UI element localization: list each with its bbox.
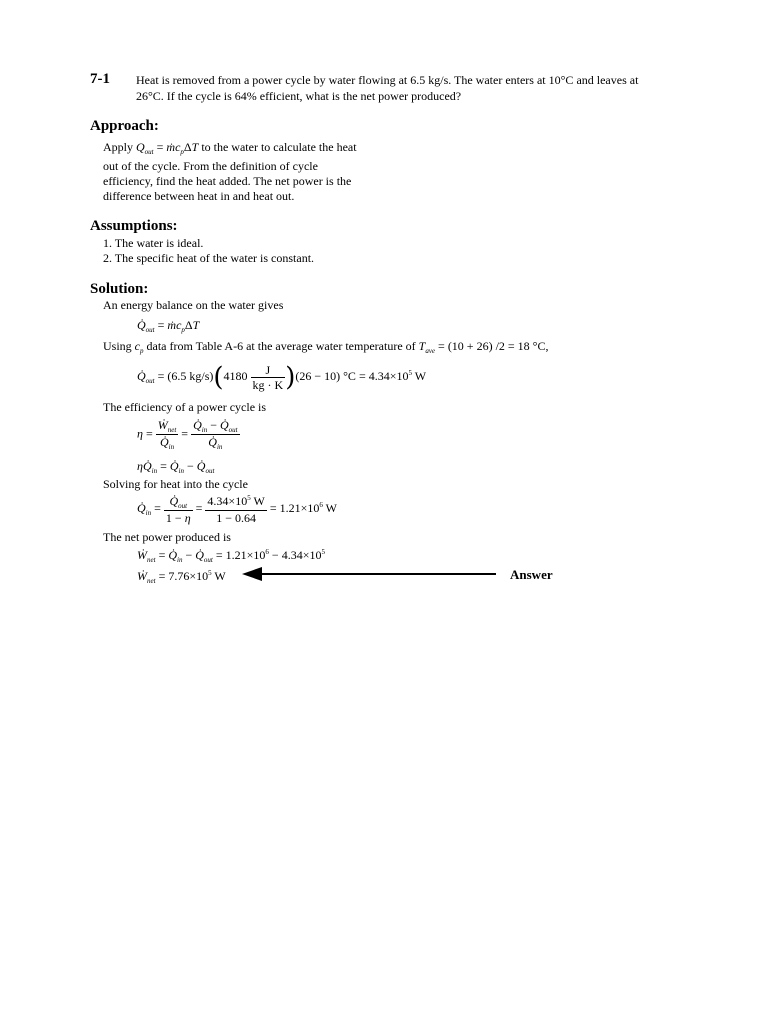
qout-unit-fraction: $\frac{J}{kg \cdot K}$ xyxy=(252,362,284,392)
problem-statement-line1: Heat is removed from a power cycle by water flowing at 6.5 kg/s. The water enters at 10°C and leaves at xyxy=(136,73,639,87)
tave-expression: $T_{ave} = (10 + 26) /2 = 18$ °C, xyxy=(418,339,549,355)
problem-number: 7-1 xyxy=(90,71,110,87)
qout-4180: 4180 xyxy=(223,369,248,383)
approach-line-1: out of the cycle. From the definition of cycle xyxy=(103,159,318,173)
wnet-line-2: Ẇ$_{net}$ = $7.76\times 10^5$ W xyxy=(137,569,226,585)
assumption-item-1: 1. The water is ideal. xyxy=(103,236,204,250)
assumptions-heading: Assumptions: xyxy=(90,218,178,234)
wnet-line-1: Ẇ$_{net}$ = $Q̇_{in}$ − $Q̇_{out} = 1.21\times 10^6 - 4.34\times 10^5$ xyxy=(137,548,325,564)
efficiency-equation: η = $\frac{Ẇ_{net}}{Q̇_{in}}$ = $\frac{Q̇_{in} - Q̇_{out}}{Q̇_{in}}$ xyxy=(137,418,238,451)
qout-calculation: $Q̇_{out} = (6.5$ kg/s)(4180 $\frac{J}{kg \cdot K}$ )(26 − 10) $^\circ C = 4.34\times 10^5$ W xyxy=(137,362,427,393)
solving-text: Solving for heat into the cycle xyxy=(103,477,248,491)
qout-calc-right: (26 − 10) °C = 4.34×10 xyxy=(295,369,409,383)
answer-arrow xyxy=(240,566,500,582)
approach-formula: $Q_{out}$ = ṁc$_p$ΔT xyxy=(136,140,199,156)
qout-calc-left: = (6.5 kg/s) xyxy=(157,369,214,383)
approach-apply-line xyxy=(103,140,357,156)
assumption-item-2: 2. The specific heat of the water is constant. xyxy=(103,251,315,265)
solution-heading: Solution: xyxy=(90,281,149,297)
efficiency-rearranged: $\eta Q̇_{in}$ = $Q̇_{in}$ − $Q̇_{out}$ xyxy=(137,459,215,475)
qin-equation: $Q̇_{in}$ = $\frac{Q̇_{out}}{1 - \eta}$ = $\frac{4.34\times 10^5 W}{1 - 0.64}$ = $1.21\times 10^6$ W xyxy=(137,493,337,525)
approach-line-3: difference between heat in and heat out. xyxy=(103,189,295,203)
cp-symbol: $c_p$ xyxy=(134,339,144,355)
approach-apply-word: Apply xyxy=(103,140,133,154)
approach-line-2: efficiency, find the heat added. The net power is the xyxy=(103,174,352,188)
approach-heading: Approach: xyxy=(90,118,159,134)
using-mid: data from Table A-6 at the average water temperature of xyxy=(146,339,416,353)
energy-balance-equation: $Q̇_{out}$ = ṁc$_p$ΔT xyxy=(137,318,200,334)
answer-label: Answer xyxy=(510,567,553,582)
net-power-text: The net power produced is xyxy=(103,530,231,544)
using-prefix: Using xyxy=(103,339,132,353)
energy-balance-text: An energy balance on the water gives xyxy=(103,298,284,312)
using-cp-line xyxy=(103,339,548,355)
approach-apply-rest: to the water to calculate the heat xyxy=(201,140,357,154)
problem-statement-line2: 26°C. If the cycle is 64% efficient, what is the net power produced? xyxy=(136,89,462,103)
efficiency-text: The efficiency of a power cycle is xyxy=(103,400,267,414)
